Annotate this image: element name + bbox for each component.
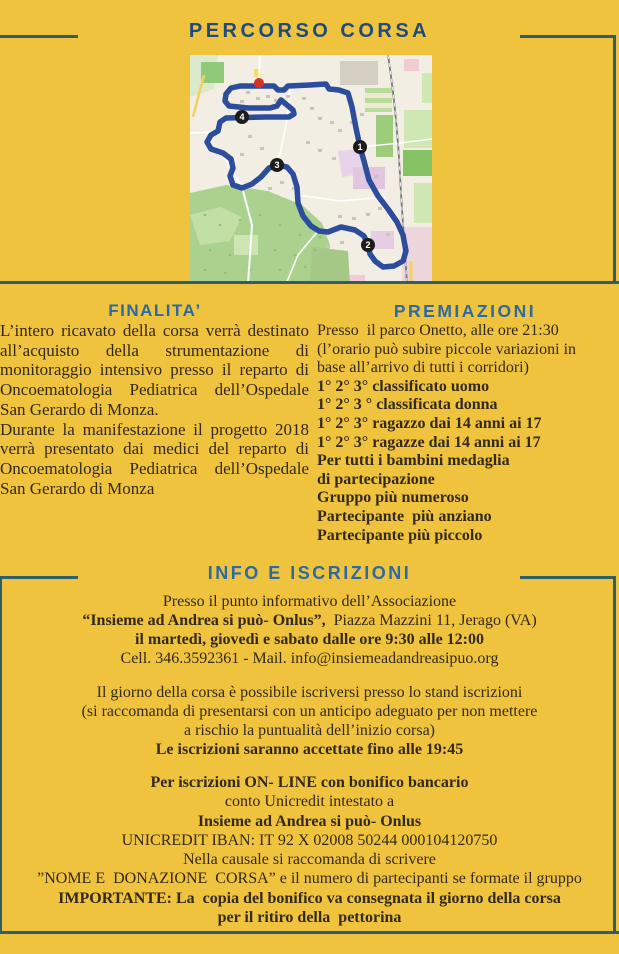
- frame-line-right-box1: [613, 35, 616, 284]
- finalita-paragraph-2: Durante la manifestazione il progetto 2018 verrà presentato dai medici del reparto di Oncoematologia Pediatrica dell’Ospedale San Gerardo di Monza: [0, 419, 309, 498]
- bank-line: IMPORTANTE: La copia del bonifico va consegnata il giorno della corsa: [58, 889, 561, 907]
- frame-line-top-right: [520, 35, 616, 38]
- association-name: “Insieme ad Andrea si può- Onlus”,: [82, 612, 326, 629]
- frame-line-info-right: [520, 576, 616, 579]
- frame-line-info-left: [0, 576, 78, 579]
- route-marker-1-label: 1: [357, 142, 363, 153]
- premiazioni-line: di partecipazione: [317, 470, 435, 488]
- premiazioni-line: (l’orario può subire piccole variazioni in: [317, 340, 577, 358]
- bank-line: per il ritiro della pettorina: [217, 909, 402, 927]
- route-marker-4-label: 4: [239, 112, 245, 123]
- bank-iban-line: UNICREDIT IBAN: IT 92 X 02008 50244 000104120750: [121, 831, 498, 849]
- premiazioni-line: Partecipante più anziano: [317, 507, 492, 525]
- premiazioni-list: [317, 322, 617, 545]
- frame-line-bottom-box1: [0, 281, 619, 284]
- frame-line-bottom-box2: [0, 931, 619, 934]
- bank-line: Insieme ad Andrea si può- Onlus: [197, 812, 422, 830]
- route-marker-3-label: 3: [274, 160, 280, 171]
- info-line: [0, 611, 619, 630]
- route-marker-2-label: 2: [365, 240, 371, 251]
- premiazioni-line: Gruppo più numeroso: [317, 489, 469, 507]
- info-line: il martedì, giovedì e sabato dalle ore 9:30 alle 12:00: [135, 631, 484, 648]
- premiazioni-line: Presso il parco Onetto, alle ore 21:30: [317, 322, 559, 339]
- bank-line: Nella causale si raccomanda di scrivere: [183, 851, 436, 869]
- bank-text: [0, 773, 619, 927]
- premiazioni-line: 1° 2° 3° classificato uomo: [317, 377, 490, 395]
- premiazioni-line: Partecipante più piccolo: [317, 526, 483, 544]
- info-header: INFO E ISCRIZIONI: [207, 563, 412, 583]
- premiazioni-header: PREMIAZIONI: [393, 301, 537, 321]
- association-address: Piazza Mazzini 11, Jerago (VA): [325, 612, 537, 629]
- info-text: [0, 592, 619, 668]
- premiazioni-line: Per tutti i bambini medaglia: [317, 452, 510, 470]
- race-route-map: [190, 55, 432, 284]
- registration-line: Le iscrizioni saranno accettate fino alle 19:45: [155, 741, 464, 758]
- info-line: Presso il punto informativo dell’Associazione: [162, 593, 457, 610]
- registration-line: (si raccomanda di presentarsi con un anticipo adeguato per non mettere: [81, 703, 538, 720]
- bank-line: conto Unicredit intestato a: [224, 793, 395, 811]
- finalita-paragraph-1: L’intero ricavato della corsa verrà destinato all’acquisto della strumentazione di monitoraggio intensivo presso il reparto di Oncoematologia Pediatrica dell’Ospedale San Gerardo di Monza.: [0, 321, 309, 419]
- finalita-text: [0, 321, 309, 498]
- premiazioni-line: base all’arrivo di tutti i corridori): [317, 359, 529, 377]
- registration-text: [0, 683, 619, 759]
- premiazioni-line: 1° 2° 3° ragazzo dai 14 anni ai 17: [317, 414, 542, 432]
- registration-line: Il giorno della corsa è possibile iscriversi presso lo stand iscrizioni: [96, 684, 523, 701]
- page-title: PERCORSO CORSA: [188, 20, 431, 42]
- premiazioni-line: 1° 2° 3° ragazze dai 14 anni ai 17: [317, 433, 541, 451]
- finalita-header: FINALITA’: [108, 301, 202, 320]
- premiazioni-line: 1° 2° 3 ° classificata donna: [317, 396, 498, 414]
- bank-line: Per iscrizioni ON- LINE con bonifico bancario: [150, 774, 469, 791]
- registration-line: a rischio la puntualità dell’inizio corsa): [183, 722, 436, 739]
- info-contact-line: Cell. 346.3592361 - Mail. info@insiemeadandreasipuo.org: [120, 650, 499, 667]
- frame-line-top-left: [0, 35, 78, 38]
- start-marker-dot: [254, 78, 264, 88]
- bank-line: ”NOME E DONAZIONE CORSA” e il numero di partecipanti se formate il gruppo: [37, 870, 582, 888]
